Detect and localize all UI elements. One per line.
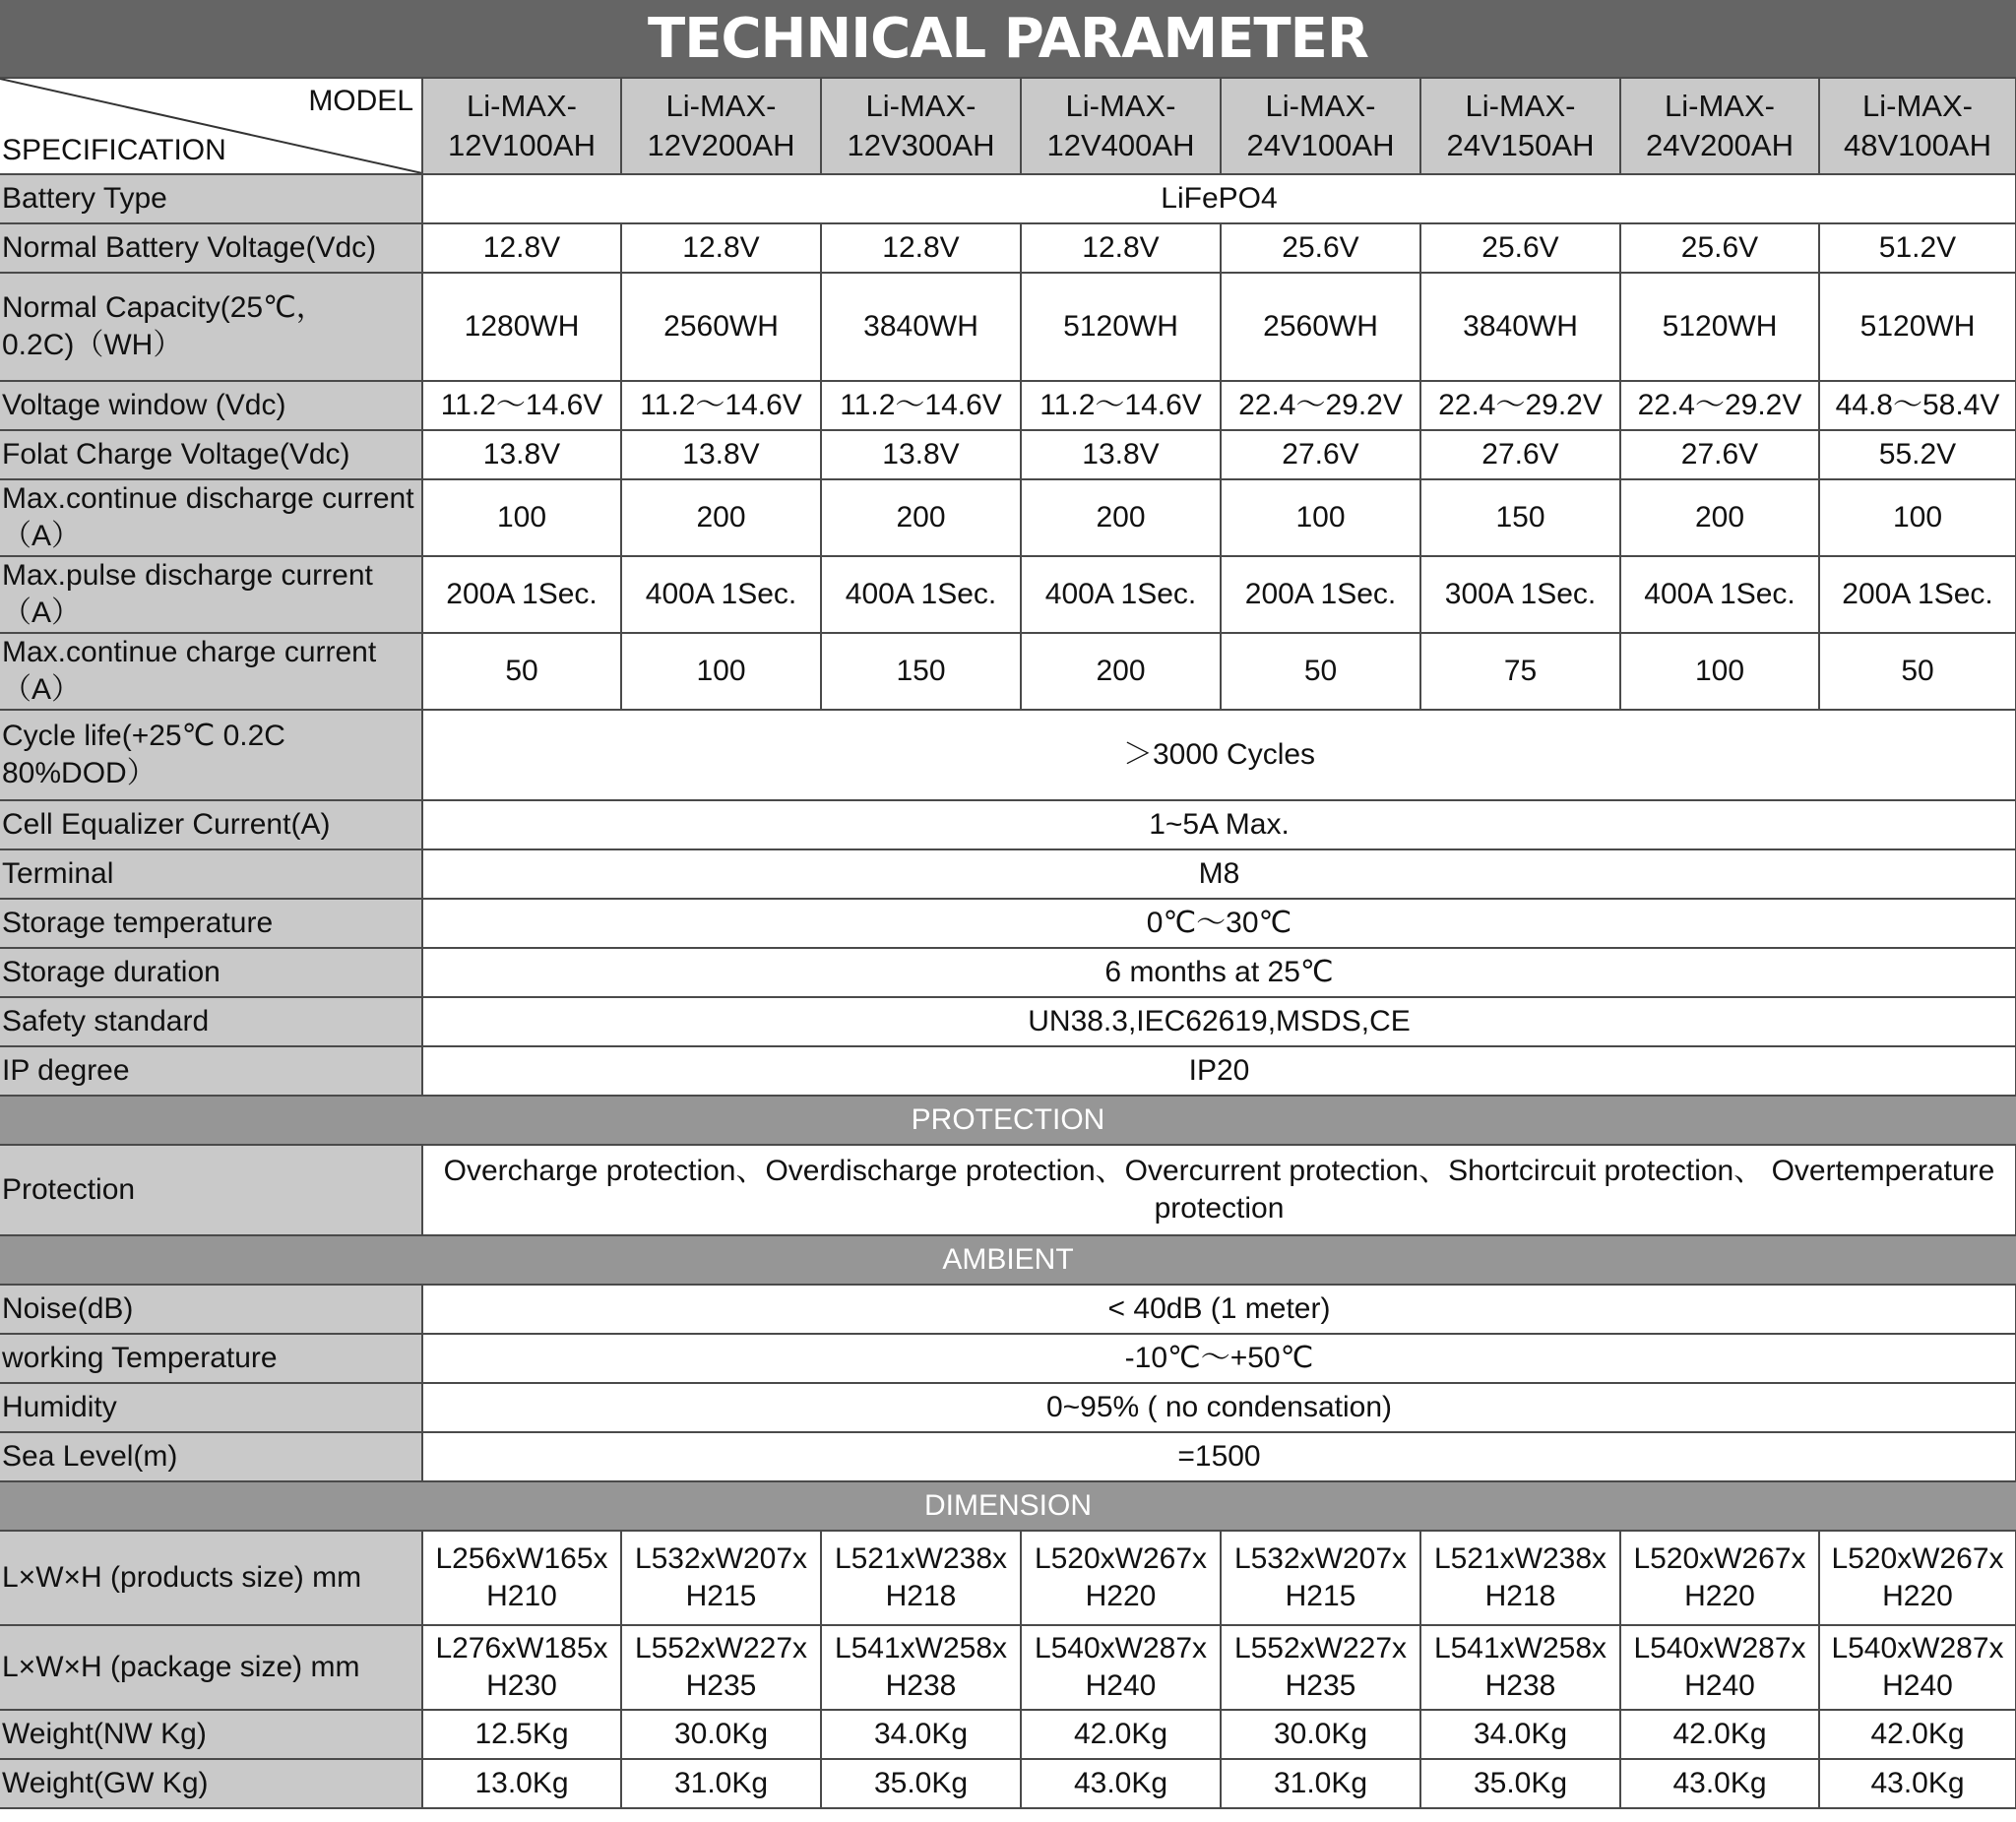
spec-value-8: L540xW287x H240 <box>1819 1625 2016 1710</box>
spec-label: working Temperature <box>0 1334 422 1383</box>
spec-value-8: 42.0Kg <box>1819 1710 2016 1759</box>
spec-row-capacity <box>0 273 2016 381</box>
spec-value-4: 13.8V <box>1021 430 1221 479</box>
spec-label: Folat Charge Voltage(Vdc) <box>0 430 422 479</box>
spec-label: Normal Battery Voltage(Vdc) <box>0 223 422 273</box>
spec-value-8: 50 <box>1819 633 2016 710</box>
spec-row-product-size <box>0 1531 2016 1625</box>
model-name-3: Li-MAX- 12V300AH <box>821 78 1021 174</box>
spec-value-6: 300A 1Sec. <box>1420 556 1620 633</box>
spec-row-terminal <box>0 849 2016 899</box>
spec-value: =1500 <box>422 1432 2016 1481</box>
section-row-dimension <box>0 1481 2016 1531</box>
spec-label: Noise(dB) <box>0 1285 422 1334</box>
spec-value-6: 150 <box>1420 479 1620 556</box>
spec-row-humidity <box>0 1383 2016 1432</box>
specification-label: SPECIFICATION <box>2 134 226 166</box>
spec-value: M8 <box>422 849 2016 899</box>
model-name-7: Li-MAX- 24V200AH <box>1620 78 1819 174</box>
spec-value-4: 200 <box>1021 633 1221 710</box>
spec-value: IP20 <box>422 1046 2016 1096</box>
spec-value-8: 44.8～58.4V <box>1819 381 2016 430</box>
spec-value-1: 12.8V <box>422 223 621 273</box>
spec-row-ip <box>0 1046 2016 1096</box>
spec-value-5: L552xW227x H235 <box>1221 1625 1420 1710</box>
spec-row-noise <box>0 1285 2016 1334</box>
spec-value-3: 11.2～14.6V <box>821 381 1021 430</box>
spec-row-storage-temp <box>0 899 2016 948</box>
spec-value-2: L532xW207x H215 <box>621 1531 821 1625</box>
spec-row-float-voltage <box>0 430 2016 479</box>
spec-value-6: L521xW238x H218 <box>1420 1531 1620 1625</box>
spec-value-6: L541xW258x H238 <box>1420 1625 1620 1710</box>
spec-value: LiFePO4 <box>422 174 2016 223</box>
spec-value-7: 400A 1Sec. <box>1620 556 1819 633</box>
spec-value-8: 55.2V <box>1819 430 2016 479</box>
spec-row-battery-type <box>0 174 2016 223</box>
spec-value-4: 400A 1Sec. <box>1021 556 1221 633</box>
spec-value-5: 27.6V <box>1221 430 1420 479</box>
spec-value-2: 200 <box>621 479 821 556</box>
spec-row-storage-duration <box>0 948 2016 997</box>
spec-value-7: 43.0Kg <box>1620 1759 1819 1808</box>
spec-row-max-charge <box>0 633 2016 710</box>
spec-value-1: 13.8V <box>422 430 621 479</box>
spec-value: 0℃～30℃ <box>422 899 2016 948</box>
spec-label: L×W×H (package size) mm <box>0 1625 422 1710</box>
spec-value-6: 25.6V <box>1420 223 1620 273</box>
spec-value-2: 400A 1Sec. <box>621 556 821 633</box>
spec-label: Safety standard <box>0 997 422 1046</box>
spec-value: 6 months at 25℃ <box>422 948 2016 997</box>
spec-value: Overcharge protection、Overdischarge protection、Overcurrent protection、Shortcircuit protection、 Overtemperature protection <box>422 1145 2016 1235</box>
spec-row-package-size <box>0 1625 2016 1710</box>
spec-label: Humidity <box>0 1383 422 1432</box>
spec-value-8: 5120WH <box>1819 273 2016 381</box>
spec-row-safety <box>0 997 2016 1046</box>
spec-label: Storage temperature <box>0 899 422 948</box>
spec-label: Weight(GW Kg) <box>0 1759 422 1808</box>
spec-value-4: 5120WH <box>1021 273 1221 381</box>
spec-label: Terminal <box>0 849 422 899</box>
spec-row-voltage <box>0 223 2016 273</box>
section-row-ambient <box>0 1235 2016 1285</box>
spec-label: Voltage window (Vdc) <box>0 381 422 430</box>
spec-value-5: 30.0Kg <box>1221 1710 1420 1759</box>
spec-value-6: 34.0Kg <box>1420 1710 1620 1759</box>
spec-value: 0~95% ( no condensation) <box>422 1383 2016 1432</box>
spec-value-1: 11.2～14.6V <box>422 381 621 430</box>
spec-value-7: 100 <box>1620 633 1819 710</box>
spec-value-7: 200 <box>1620 479 1819 556</box>
spec-value-6: 27.6V <box>1420 430 1620 479</box>
spec-table-body <box>0 78 2016 1808</box>
model-name-4: Li-MAX- 12V400AH <box>1021 78 1221 174</box>
spec-value-3: L541xW258x H238 <box>821 1625 1021 1710</box>
spec-value-3: 3840WH <box>821 273 1021 381</box>
spec-value-5: 31.0Kg <box>1221 1759 1420 1808</box>
spec-value-3: 150 <box>821 633 1021 710</box>
spec-label: IP degree <box>0 1046 422 1096</box>
spec-value-6: 35.0Kg <box>1420 1759 1620 1808</box>
model-header-row <box>0 78 2016 174</box>
spec-label: Protection <box>0 1145 422 1235</box>
spec-row-working-temp <box>0 1334 2016 1383</box>
spec-label: Battery Type <box>0 174 422 223</box>
spec-value-4: L540xW287x H240 <box>1021 1625 1221 1710</box>
spec-row-weight-gw <box>0 1759 2016 1808</box>
spec-value-7: 25.6V <box>1620 223 1819 273</box>
spec-label: Normal Capacity(25℃， 0.2C)（WH） <box>0 273 422 381</box>
spec-value-3: 34.0Kg <box>821 1710 1021 1759</box>
spec-label: Max.continue charge current （A） <box>0 633 422 710</box>
spec-label: Storage duration <box>0 948 422 997</box>
spec-row-weight-nw <box>0 1710 2016 1759</box>
spec-value-2: 31.0Kg <box>621 1759 821 1808</box>
spec-row-equalizer <box>0 800 2016 849</box>
spec-value-6: 3840WH <box>1420 273 1620 381</box>
spec-value-5: 25.6V <box>1221 223 1420 273</box>
spec-label: Max.continue discharge current （A） <box>0 479 422 556</box>
spec-value-7: 22.4～29.2V <box>1620 381 1819 430</box>
spec-value: ＞3000 Cycles <box>422 710 2016 800</box>
spec-value-4: L520xW267x H220 <box>1021 1531 1221 1625</box>
spec-label: Weight(NW Kg) <box>0 1710 422 1759</box>
spec-value-3: 400A 1Sec. <box>821 556 1021 633</box>
spec-value-4: 43.0Kg <box>1021 1759 1221 1808</box>
spec-value-6: 75 <box>1420 633 1620 710</box>
spec-value-2: 30.0Kg <box>621 1710 821 1759</box>
spec-value-1: 12.5Kg <box>422 1710 621 1759</box>
spec-label: L×W×H (products size) mm <box>0 1531 422 1625</box>
spec-value-8: 100 <box>1819 479 2016 556</box>
spec-value-8: 43.0Kg <box>1819 1759 2016 1808</box>
spec-value: UN38.3,IEC62619,MSDS,CE <box>422 997 2016 1046</box>
model-name-8: Li-MAX- 48V100AH <box>1819 78 2016 174</box>
spec-row-protection <box>0 1145 2016 1235</box>
spec-value-1: 100 <box>422 479 621 556</box>
spec-value-3: 13.8V <box>821 430 1021 479</box>
spec-value-1: L276xW185x H230 <box>422 1625 621 1710</box>
spec-value-7: L520xW267x H220 <box>1620 1531 1819 1625</box>
spec-value-7: 42.0Kg <box>1620 1710 1819 1759</box>
spec-row-cycle-life <box>0 710 2016 800</box>
spec-value: < 40dB (1 meter) <box>422 1285 2016 1334</box>
spec-value-1: 1280WH <box>422 273 621 381</box>
spec-value-1: L256xW165x H210 <box>422 1531 621 1625</box>
spec-value: 1~5A Max. <box>422 800 2016 849</box>
spec-value-3: 200 <box>821 479 1021 556</box>
spec-value-5: L532xW207x H215 <box>1221 1531 1420 1625</box>
model-name-6: Li-MAX- 24V150AH <box>1420 78 1620 174</box>
spec-label: Max.pulse discharge current （A） <box>0 556 422 633</box>
spec-value-7: L540xW287x H240 <box>1620 1625 1819 1710</box>
spec-value-6: 22.4～29.2V <box>1420 381 1620 430</box>
spec-row-pulse-discharge <box>0 556 2016 633</box>
spec-label: Sea Level(m) <box>0 1432 422 1481</box>
spec-value-5: 22.4～29.2V <box>1221 381 1420 430</box>
spec-value-1: 200A 1Sec. <box>422 556 621 633</box>
section-row-protection <box>0 1096 2016 1145</box>
section-header-dimension: DIMENSION <box>0 1481 2016 1531</box>
spec-row-voltage-window <box>0 381 2016 430</box>
spec-value-4: 12.8V <box>1021 223 1221 273</box>
model-name-5: Li-MAX- 24V100AH <box>1221 78 1420 174</box>
spec-value-2: 100 <box>621 633 821 710</box>
spec-value-3: 35.0Kg <box>821 1759 1021 1808</box>
spec-value-2: 12.8V <box>621 223 821 273</box>
spec-value-8: 51.2V <box>1819 223 2016 273</box>
spec-value-8: L520xW267x H220 <box>1819 1531 2016 1625</box>
spec-value-4: 42.0Kg <box>1021 1710 1221 1759</box>
spec-value-3: 12.8V <box>821 223 1021 273</box>
spec-row-sea-level <box>0 1432 2016 1481</box>
spec-value-2: 11.2～14.6V <box>621 381 821 430</box>
spec-table <box>0 77 2016 1809</box>
spec-value-3: L521xW238x H218 <box>821 1531 1021 1625</box>
page-title: TECHNICAL PARAMETER <box>0 0 2016 77</box>
spec-value: -10℃～+50℃ <box>422 1334 2016 1383</box>
spec-value-2: 13.8V <box>621 430 821 479</box>
spec-value-4: 200 <box>1021 479 1221 556</box>
model-label: MODEL <box>308 85 413 117</box>
section-header-ambient: AMBIENT <box>0 1235 2016 1285</box>
spec-value-7: 27.6V <box>1620 430 1819 479</box>
spec-value-5: 50 <box>1221 633 1420 710</box>
spec-value-8: 200A 1Sec. <box>1819 556 2016 633</box>
section-header-protection: PROTECTION <box>0 1096 2016 1145</box>
spec-row-max-discharge <box>0 479 2016 556</box>
model-name-2: Li-MAX- 12V200AH <box>621 78 821 174</box>
spec-value-5: 200A 1Sec. <box>1221 556 1420 633</box>
spec-value-1: 50 <box>422 633 621 710</box>
spec-value-5: 2560WH <box>1221 273 1420 381</box>
spec-value-2: L552xW227x H235 <box>621 1625 821 1710</box>
model-name-1: Li-MAX- 12V100AH <box>422 78 621 174</box>
spec-value-5: 100 <box>1221 479 1420 556</box>
spec-label: Cycle life(+25℃ 0.2C 80%DOD） <box>0 710 422 800</box>
spec-value-2: 2560WH <box>621 273 821 381</box>
spec-label: Cell Equalizer Current(A) <box>0 800 422 849</box>
corner-cell <box>0 78 422 174</box>
spec-value-1: 13.0Kg <box>422 1759 621 1808</box>
spec-value-4: 11.2～14.6V <box>1021 381 1221 430</box>
spec-value-7: 5120WH <box>1620 273 1819 381</box>
